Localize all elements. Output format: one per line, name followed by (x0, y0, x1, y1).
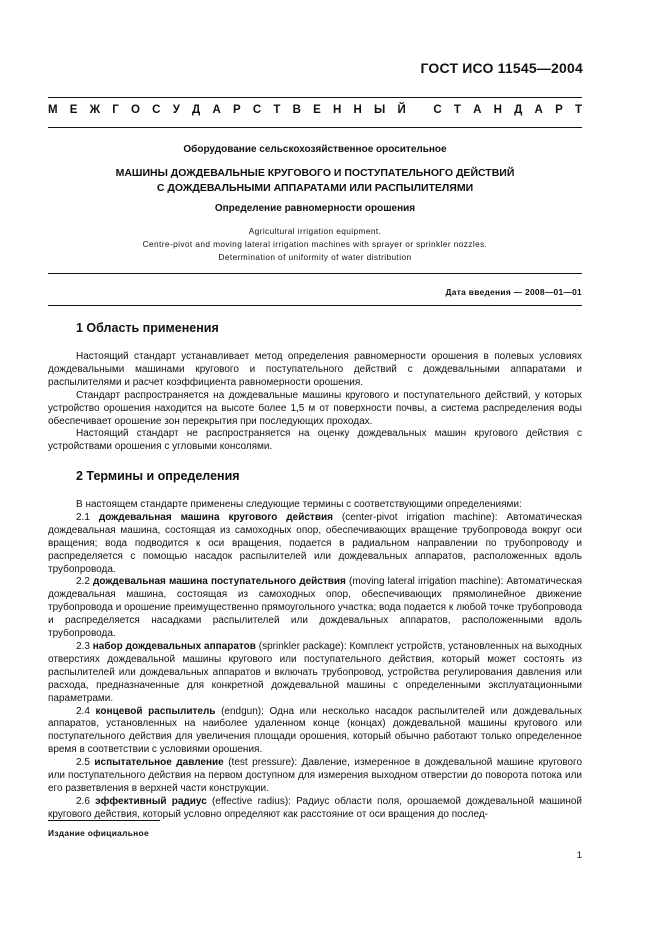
term-definition: (center-pivot irrigation machine): Автоматическая дождевальная машина, состоящая из самоходных опор, обеспечивающих вращение трубопровода вокруг оси вращения; вода подводится к оси вращения, подается в радиальном направлении по трубопроводу и распределяется с помощью насадок распылителей или дождевальных аппаратов, расположенных вдоль трубопровода. (48, 511, 583, 575)
term-name: дождевальная машина кругового действия (98, 511, 333, 523)
english-title-line: Determination of uniformity of water distribution (218, 252, 412, 262)
heading-letter: В (292, 104, 301, 116)
english-title-line: Centre-pivot and moving lateral irrigation machines with sprayer or sprinkler nozzles. (142, 239, 488, 249)
heading-letter: С (433, 104, 442, 116)
heading-letter: Д (514, 104, 523, 116)
term-entry (48, 576, 582, 641)
heading-letter: М (48, 104, 58, 116)
term-name: концевой распылитель (95, 705, 216, 717)
footer-rule (48, 820, 160, 821)
heading-letter: Н (353, 104, 362, 116)
section-1-body (48, 351, 582, 454)
term-definition: (sprinkler package): Комплект устройств, установленных на выходных отверстиях дождевальной машины кругового или поступательного действия, который может состоять из распылителей или дождевальных аппаратов и включать трубопровод, устройства регулирования давления или расхода, предназначенные для конкретной дождевальной машины с определенными эксплуатационными параметрами. (48, 640, 582, 704)
heading-letter: Т (574, 104, 582, 116)
paragraph: Настоящий стандарт не распространяется на оценку дождевальных машин кругового действия с устройствами орошения с угловыми консолями. (48, 428, 582, 453)
term-definition: (effective radius): Радиус области поля, орошаемой дождевальной машиной кругового действия, который условно определяют как расстояние от оси вращения до послед- (48, 795, 582, 820)
term-number: 2.3 (76, 640, 90, 652)
heading-letter: Д (192, 104, 201, 116)
term-name: испытательное давление (94, 757, 224, 769)
heading-letter: Е (69, 104, 78, 116)
top-rule (48, 97, 582, 98)
heading-letter: Т (273, 104, 281, 116)
heading-letter: Р (232, 104, 241, 116)
heading-letter: Ы (374, 104, 386, 116)
heading-letter: О (131, 104, 140, 116)
heading-letter: А (473, 104, 482, 116)
section-2-body (48, 499, 582, 822)
term-entry (48, 706, 582, 758)
document-subtitle: Определение равномерности орошения (214, 203, 416, 214)
fourth-rule (48, 305, 582, 306)
category-line: Оборудование сельскохозяйственное оросительное (183, 144, 447, 155)
term-definition: (endgun): Одна или несколько насадок распылителей или дождевальных аппаратов, установленных на наиболее удаленном конце (концах) дождевальной машины кругового или поступательного действия для увеличения площади орошения, который обычно работают только определенное время в соответствии с условиями орошения. (48, 705, 582, 756)
official-edition-note: Издание официальное (48, 828, 149, 838)
term-definition: (moving lateral irrigation machine): Автоматическая дождевальная машина, состоящая из самоходных опор, обеспечивающих прямолинейное движение трубопровода и орошение преимущественно прямоугольного участка; вода подается к любой точке трубопровода и распределяется насадками распылителей или дождевальных аппаратов, расположенными вдоль трубопровода. (48, 576, 582, 640)
paragraph: В настоящем стандарте применены следующие термины с соответствующими определениями: (76, 499, 522, 510)
title-line: С ДОЖДЕВАЛЬНЫМИ АППАРАТАМИ ИЛИ РАСПЫЛИТЕЛЯМИ (156, 182, 474, 194)
term-number: 2.1 (76, 511, 90, 523)
section-2-heading: 2 Термины и определения (76, 469, 240, 483)
term-number: 2.5 (76, 757, 90, 769)
term-number: 2.6 (76, 795, 90, 807)
heading-letter: С (152, 104, 161, 116)
term-name: набор дождевальных аппаратов (92, 640, 256, 652)
third-rule (48, 273, 582, 274)
heading-letter: У (172, 104, 180, 116)
heading-letter: Ж (89, 104, 101, 116)
term-name: эффективный радиус (95, 795, 207, 807)
interstate-standard-heading (48, 104, 582, 116)
heading-letter: А (534, 104, 543, 116)
heading-letter: Н (332, 104, 342, 116)
heading-letter: Й (397, 104, 406, 116)
heading-letter: А (212, 104, 221, 116)
term-entry (48, 512, 582, 577)
term-definition: (test pressure): Давление, измеренное в дождевальной машине кругового или поступательного действия на первом доступном для измерения выходном отверстии до поворота потока или его разветвления в верхней части конструкции. (48, 757, 583, 794)
heading-letter: Е (313, 104, 321, 116)
term-entry (48, 757, 582, 796)
term-entry (48, 796, 582, 822)
heading-letter: Р (555, 104, 563, 116)
section-1-heading: 1 Область применения (76, 321, 219, 335)
document-code: ГОСТ ИСО 11545—2004 (420, 60, 583, 76)
title-line: МАШИНЫ ДОЖДЕВАЛЬНЫЕ КРУГОВОГО И ПОСТУПАТЕЛЬНОГО ДЕЙСТВИЙ (115, 167, 515, 179)
english-title-line: Agricultural irrigation equipment. (248, 226, 382, 236)
paragraph: Настоящий стандарт устанавливает метод определения равномерности орошения в полевых условиях дождевальными машинами кругового и поступательного действий с дождевальными аппаратами и распылителями и расчет коэффициента равномерности орошения. (48, 351, 582, 388)
page-number: 1 (576, 850, 582, 861)
heading-letter: Т (453, 104, 461, 116)
term-number: 2.4 (76, 705, 90, 717)
paragraph: Стандарт распространяется на дождевальные машины кругового и поступательного действий, у которых устройство орошения находится на высоте более 1,5 м от поверхности почвы, а система распределения воды обеспечивает орошение зон перекрытия при последующих проходах. (48, 389, 582, 427)
heading-letter: С (252, 104, 262, 116)
second-rule (48, 127, 582, 128)
term-number: 2.2 (76, 576, 90, 588)
heading-letter: Н (493, 104, 502, 116)
document-title (48, 166, 582, 196)
introduction-date: Дата введения — 2008—01—01 (445, 287, 582, 297)
term-name: дождевальная машина поступательного действия (93, 576, 346, 588)
heading-letter (418, 104, 421, 116)
heading-letter: Г (112, 104, 119, 116)
term-entry (48, 641, 582, 706)
